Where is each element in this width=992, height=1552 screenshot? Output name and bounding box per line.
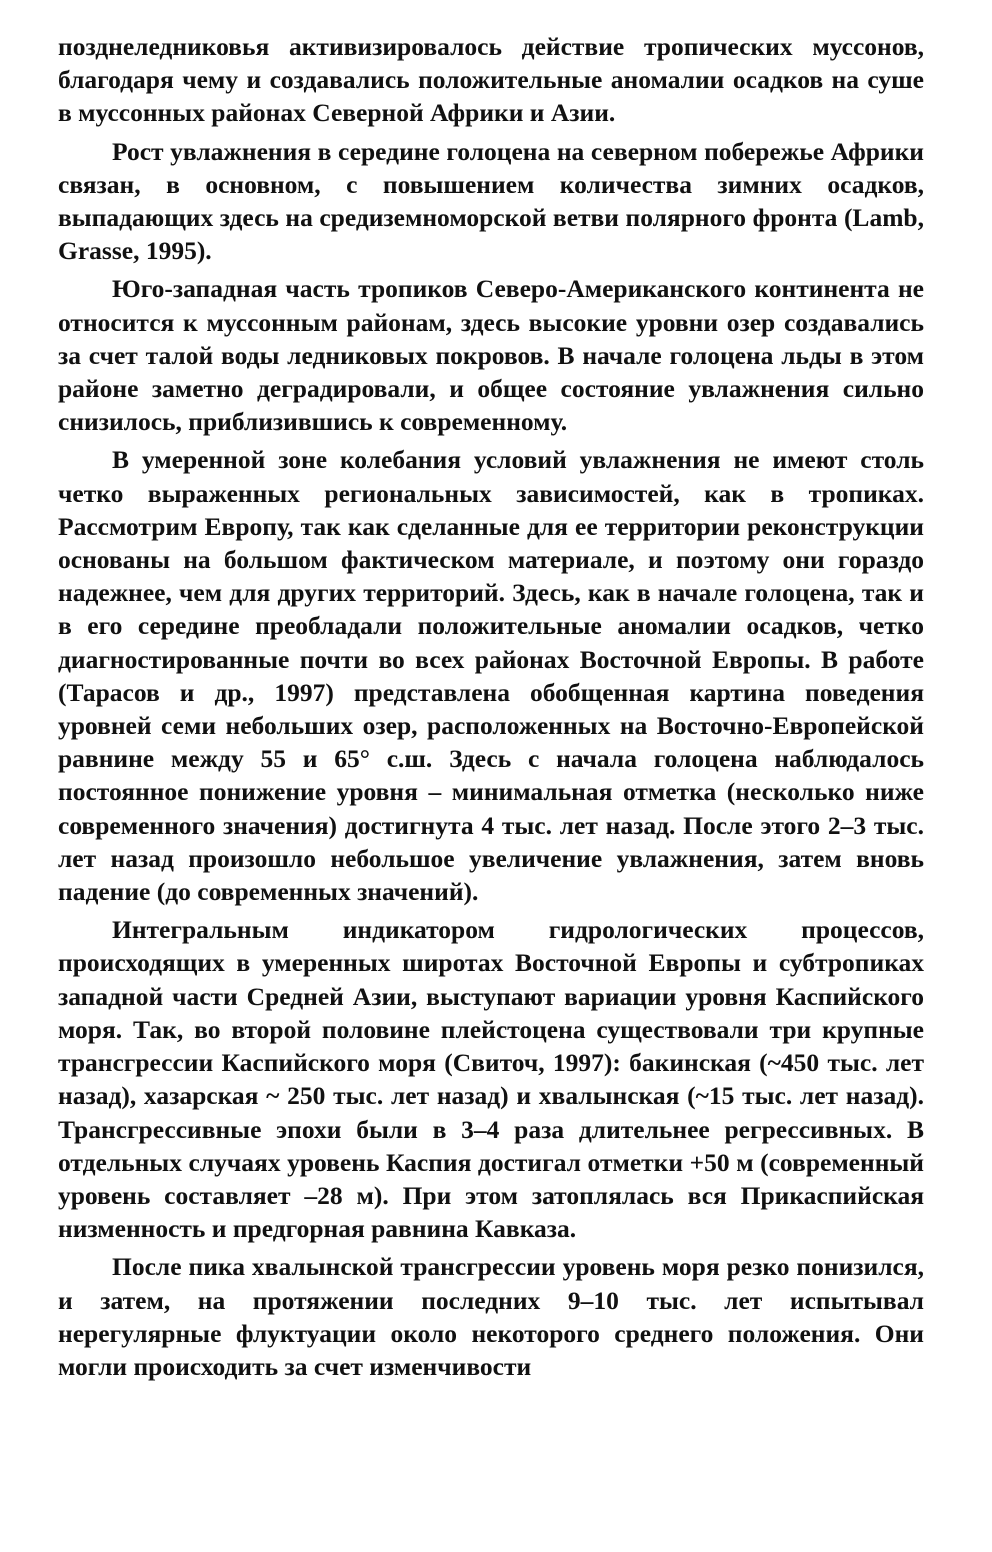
paragraph-4: В умеренной зоне колебания условий увлажнения не имеют столь четко выраженных региональных зависимостей, как в тропиках. Рассмотрим Европу, так как сделанные для ее территории реконструкции основаны на большом фактическом материале, и поэтому они гораздо надежнее, чем для других территорий. Здесь, как в начале голоцена, так и в его середине преобладали положительные аномалии осадков, четко диагностированные почти во всех районах Восточной Европы. В работе (Тарасов и др., 1997) представлена обобщенная картина поведения уровней семи небольших озер, расположенных на Восточно-Европейской равнине между 55 и 65° с.ш. Здесь с начала голоцена наблюдалось постоянное понижение уровня – минимальная отметка (несколько ниже современного значения) достигнута 4 тыс. лет назад. После этого 2–3 тыс. лет назад произошло небольшое увеличение увлажнения, затем вновь падение (до современных значений). (58, 445, 924, 907)
paragraph-5: Интегральным индикатором гидрологических процессов, происходящих в умеренных широтах Восточной Европы и субтропиках западной части Средней Азии, выступают вариации уровня Каспийского моря. Так, во второй половине плейстоцена существовали три крупные трансгрессии Каспийского моря (Свиточ, 1997): бакинская (~450 тыс. лет назад), хазарская ~ 250 тыс. лет назад) и хвалынская (~15 тыс. лет назад). Трансгрессивные эпохи были в 3–4 раза длительнее регрессивных. В отдельных случаях уровень Каспия достигал отметки +50 м (современный уровень составляет –28 м). При этом затоплялась вся Прикаспийская низменность и предгорная равнина Кавказа. (58, 915, 924, 1244)
paragraph-1: позднеледниковья активизировалось действие тропических муссонов, благодаря чему и создавались положительные аномалии осадков на суше в муссонных районах Северной Африки и Азии. (58, 32, 924, 128)
document-page (58, 30, 924, 1383)
paragraph-2: Рост увлажнения в середине голоцена на северном побережье Африки связан, в основном, с повышением количества зимних осадков, выпадающих здесь на средиземноморской ветви полярного фронта (Lamb, Grasse, 1995). (58, 136, 924, 266)
paragraph-3: Юго-западная часть тропиков Северо-Американского континента не относится к муссонным районам, здесь высокие уровни озер создавались за счет талой воды ледниковых покровов. В начале голоцена льды в этом районе заметно деградировали, и общее состояние увлажнения сильно снизилось, приблизившись к современному. (58, 274, 924, 437)
paragraph-6: После пика хвалынской трансгрессии уровень моря резко понизился, и затем, на протяжении последних 9–10 тыс. лет испытывал нерегулярные флуктуации около некоторого среднего положения. Они могли происходить за счет изменчивости (58, 1252, 924, 1381)
